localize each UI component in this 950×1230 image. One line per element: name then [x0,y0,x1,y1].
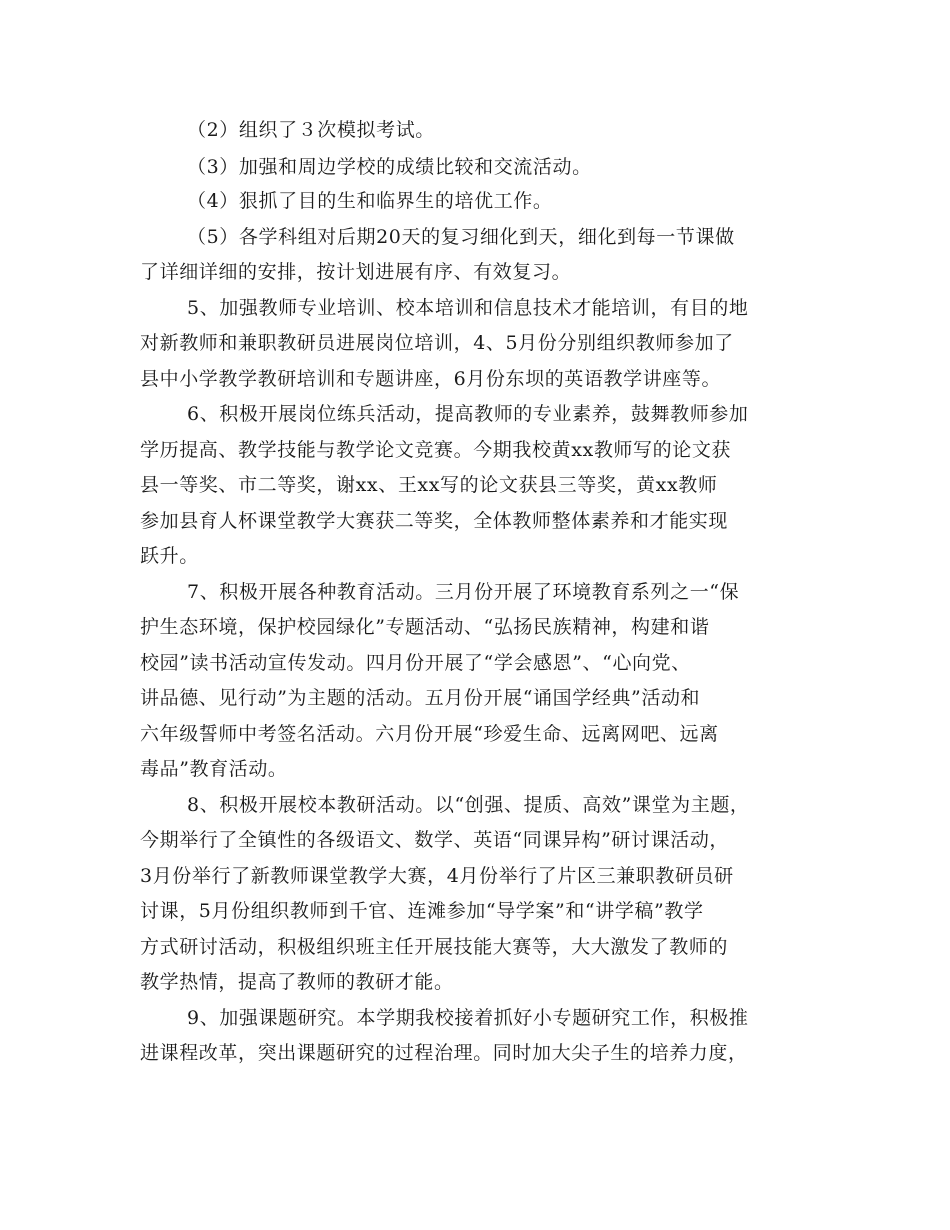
text-line: 教学热情，提高了教师的教研才能。 [140,971,454,993]
text-line: 进课程改革，突出课题研究的过程治理。同时加大尖子生的培养力度， [140,1042,748,1064]
text-line: 校园”读书活动宣传发动。四月份开展了“学会感恩”、“心向党、 [140,652,691,674]
text-line: 对新教师和兼职教研员进展岗位培训，4、5月份分别组织教师参加了 [140,332,734,354]
text-line: 3月份举行了新教师课堂教学大赛，4月份举行了片区三兼职教研员研 [140,865,734,887]
text-line: 护生态环境，保护校园绿化”专题活动、“弘扬民族精神，构建和谐 [140,616,710,638]
text-line: 讲品德、见行动”为主题的活动。五月份开展“诵国学经典”活动和 [140,687,701,709]
text-line: 跃升。 [140,545,199,567]
text-line: 学历提高、教学技能与教学论文竞赛。今期我校黄xx教师写的论文获 [140,439,732,461]
text-line: 6、积极开展岗位练兵活动，提高教师的专业素养，鼓舞教师参加 [187,403,749,425]
text-line: 六年级誓师中考签名活动。六月份开展“珍爱生命、远离网吧、远离 [140,723,719,745]
text-line: 毒品”教育活动。 [140,758,288,780]
text-line: （4）狠抓了目的生和临界生的培优工作。 [187,190,553,212]
text-line: 县一等奖、市二等奖，谢xx、王xx写的论文获县三等奖，黄xx教师 [140,474,718,496]
text-line: 9、加强课题研究。本学期我校接着抓好小专题研究工作，积极推 [187,1007,749,1029]
text-line: 了详细详细的安排，按计划进展有序、有效复习。 [140,261,572,283]
text-line: 参加县育人杯课堂教学大赛获二等奖，全体教师整体素养和才能实现 [140,510,729,532]
text-line: 8、积极开展校本教研活动。以“创强、提质、高效”课堂为主题， [187,794,750,816]
text-line: （3）加强和周边学校的成绩比较和交流活动。 [187,156,592,178]
text-line: 5、加强教师专业培训、校本培训和信息技术才能培训，有目的地 [187,297,749,319]
text-line: 讨课，5月份组织教师到千官、连滩参加“导学案”和“讲学稿”教学 [140,900,704,922]
text-line: 7、积极开展各种教育活动。三月份开展了环境教育系列之一“保 [187,581,740,603]
text-line: （2）组织了３次模拟考试。 [187,119,435,141]
text-line: 今期举行了全镇性的各级语文、数学、英语“同课异构”研讨课活动， [140,829,730,851]
text-line: 方式研讨活动，积极组织班主任开展技能大赛等，大大激发了教师的 [140,936,729,958]
text-line: （5）各学科组对后期20天的复习细化到天，细化到每一节课做 [187,226,735,248]
text-line: 县中小学教学教研培训和专题讲座，6月份东坝的英语教学讲座等。 [140,368,722,390]
